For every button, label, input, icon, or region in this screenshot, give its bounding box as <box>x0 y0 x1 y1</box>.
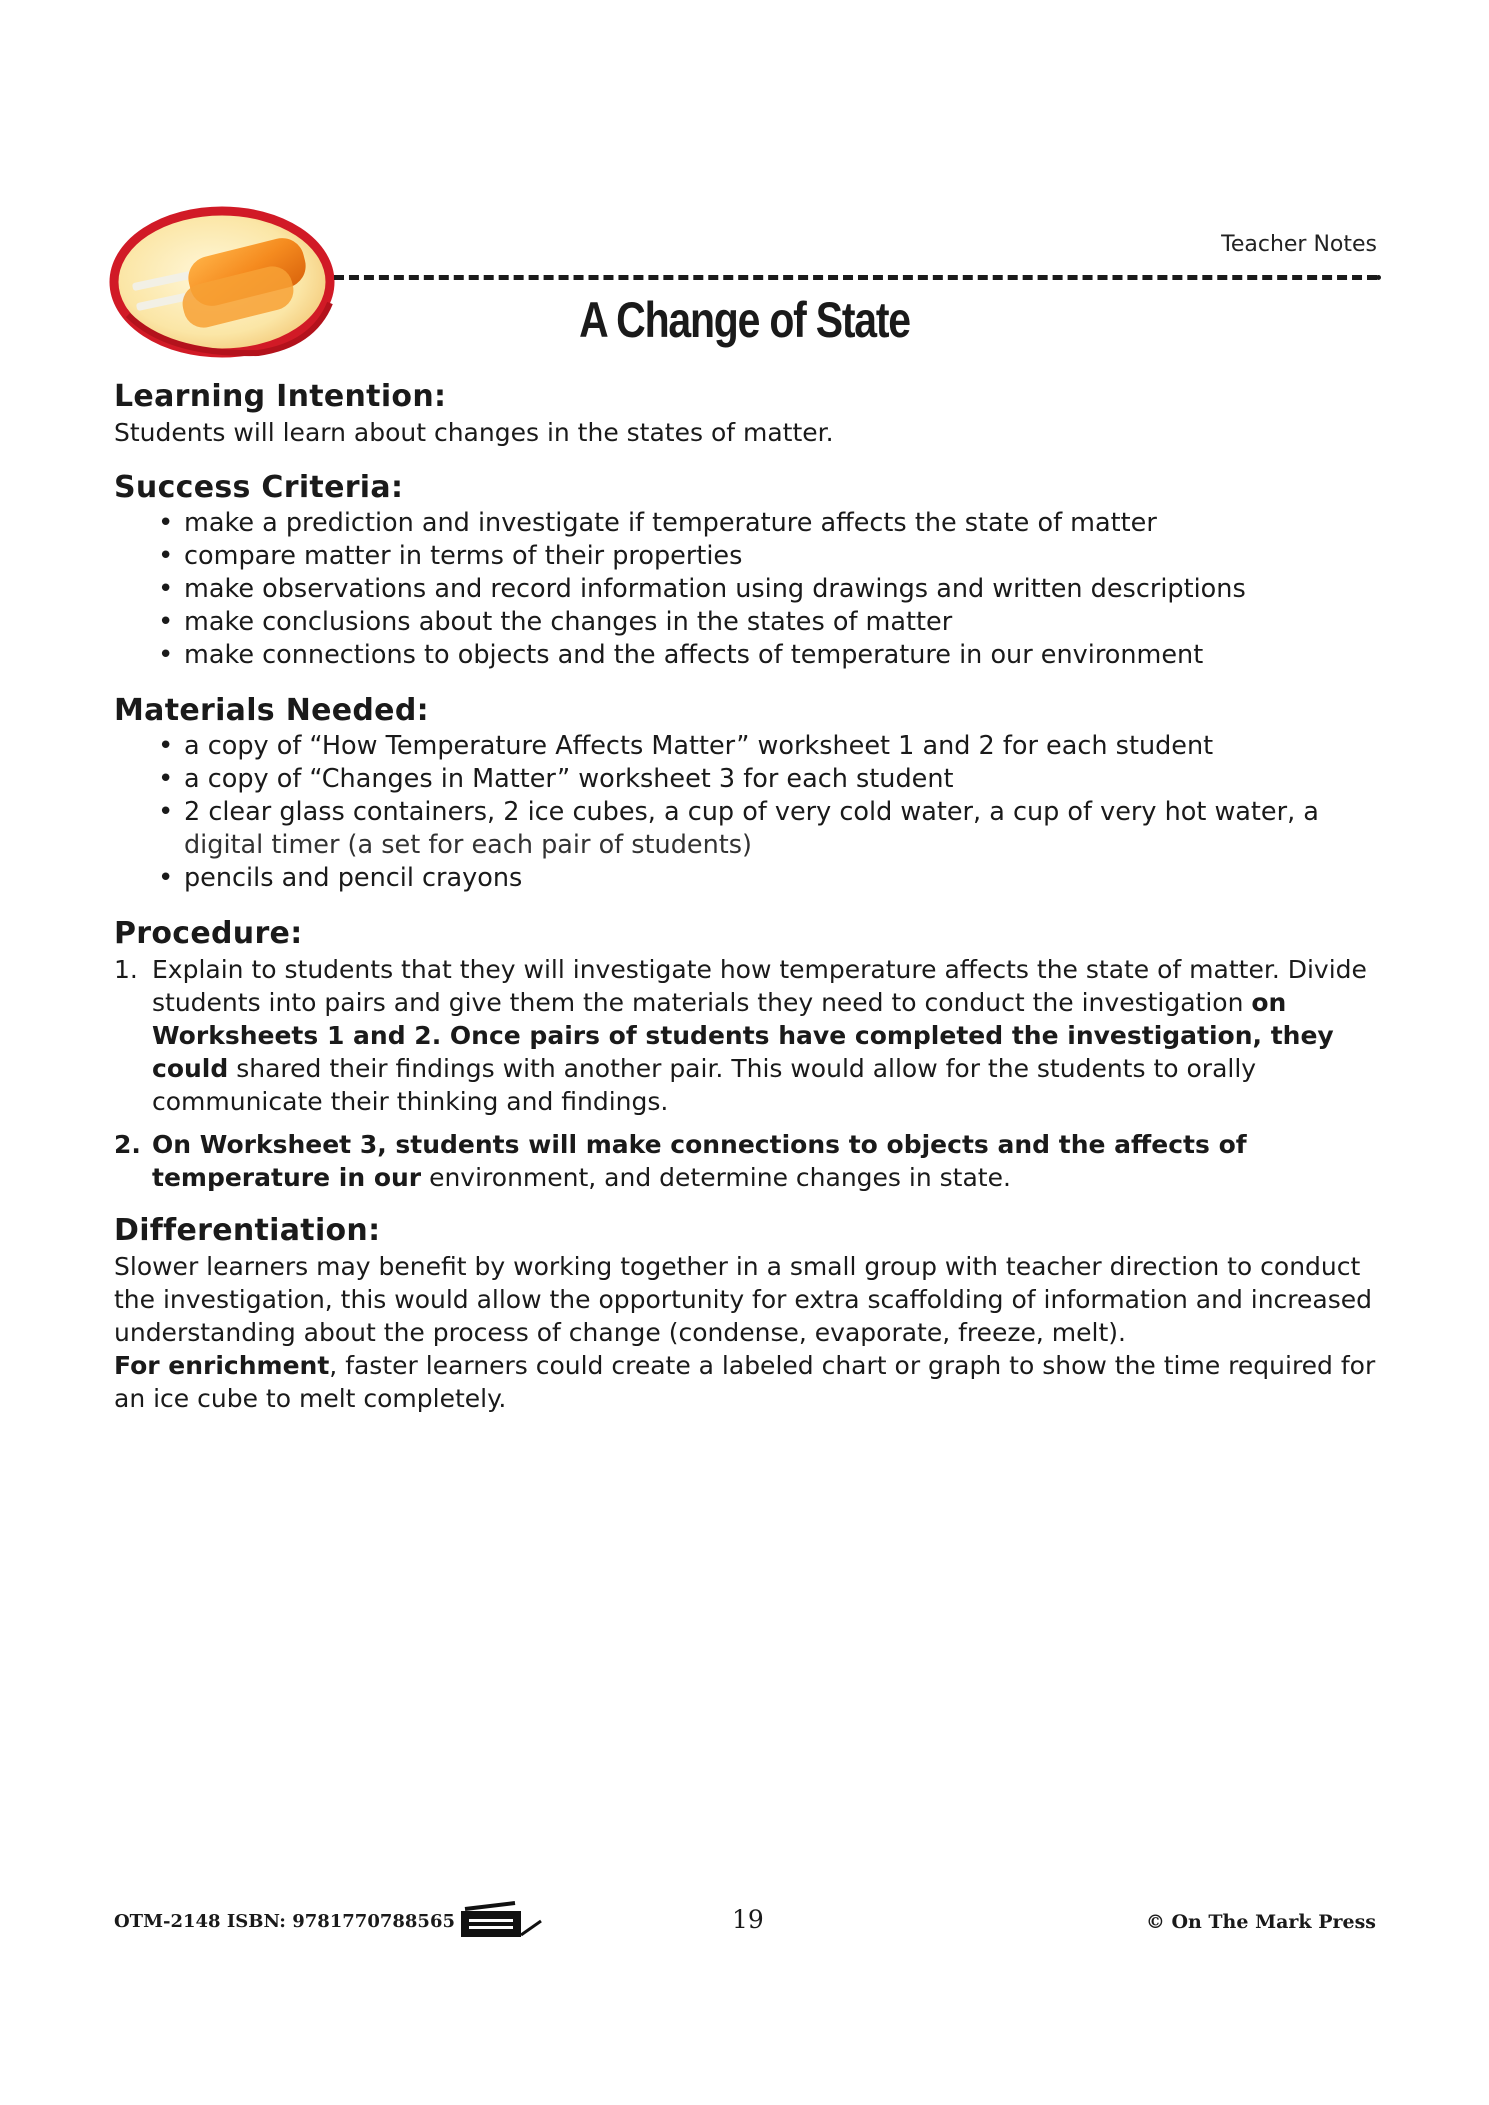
materials-item <box>158 796 1376 862</box>
section-label: Teacher Notes <box>1221 232 1377 257</box>
step-text-bold: on Worksheets 1 and 2. Once pairs of students have completed the investigation, they could <box>152 988 1334 1083</box>
procedure-step <box>114 1128 1376 1194</box>
materials-item: • pencils and pencil crayons <box>158 862 1376 895</box>
criteria-item: • make connections to objects and the affects of temperature in our environment <box>158 639 1376 672</box>
step-text: environment, and determine changes in state. <box>421 1163 1011 1192</box>
differentiation-section <box>114 1212 1376 1415</box>
procedure-heading: Procedure: <box>114 916 303 951</box>
step-text: Explain to students that they will investigate how temperature affects the state of matter. Divide students into pairs and give them the materials they need to conduct the investigation <box>152 955 1367 1017</box>
differentiation-text <box>114 1250 1376 1415</box>
step-text-bold: On Worksheet 3, students will make connections to objects and the affects of temperature in our <box>152 1130 1247 1192</box>
success-criteria-section <box>114 469 1376 672</box>
procedure-step <box>114 953 1376 1118</box>
learning-intention-section <box>114 378 1376 449</box>
learning-intention-heading: Learning Intention: <box>114 379 447 414</box>
materials-section <box>114 692 1376 895</box>
criteria-item: • make conclusions about the changes in the states of matter <box>158 606 1376 639</box>
footer-isbn: OTM-2148 ISBN: 9781770788565 <box>114 1911 456 1932</box>
enrichment-label: For enrichment <box>114 1351 330 1380</box>
enrichment-text: , faster learners could create a labeled chart or graph to show the time required for an ice cube to melt completely. <box>114 1351 1376 1413</box>
step-number: 2. <box>114 1130 141 1159</box>
learning-intention-text: Students will learn about changes in the states of matter. <box>114 418 834 447</box>
page-title: A Change of State <box>579 292 910 348</box>
materials-item: • a copy of “How Temperature Affects Matter” worksheet 1 and 2 for each student <box>158 730 1376 763</box>
procedure-section <box>114 915 1376 1194</box>
materials-heading: Materials Needed: <box>114 693 429 728</box>
dashed-divider <box>334 275 1377 280</box>
step-number: 1. <box>114 955 138 984</box>
differentiation-body: Slower learners may benefit by working together in a small group with teacher direction to conduct the investigation, this would allow the opportunity for extra scaffolding of information and increased understanding about the process of change (condense, evaporate, freeze, melt). <box>114 1252 1372 1347</box>
criteria-item: • compare matter in terms of their properties <box>158 540 1376 573</box>
main-content <box>114 378 1376 1415</box>
scanner-icon <box>459 1899 543 1939</box>
success-criteria-heading: Success Criteria: <box>114 470 404 505</box>
criteria-item: • make observations and record information using drawings and written descriptions <box>158 573 1376 606</box>
footer-copyright: © On The Mark Press <box>1145 1911 1376 1933</box>
materials-item-text: 2 clear glass containers, 2 ice cubes, a cup of very cold water, a cup of very hot water, a <box>184 797 1319 827</box>
page-footer <box>114 1905 1376 1945</box>
page-number: 19 <box>732 1905 764 1934</box>
step-text: shared their findings with another pair. This would allow for the students to orally communicate their thinking and findings. <box>152 1054 1257 1116</box>
criteria-item: • make a prediction and investigate if temperature affects the state of matter <box>158 507 1376 540</box>
materials-item: • a copy of “Changes in Matter” worksheet 3 for each student <box>158 763 1376 796</box>
differentiation-heading: Differentiation: <box>114 1213 381 1248</box>
materials-item-continuation: digital timer (a set for each pair of students) <box>184 830 752 860</box>
